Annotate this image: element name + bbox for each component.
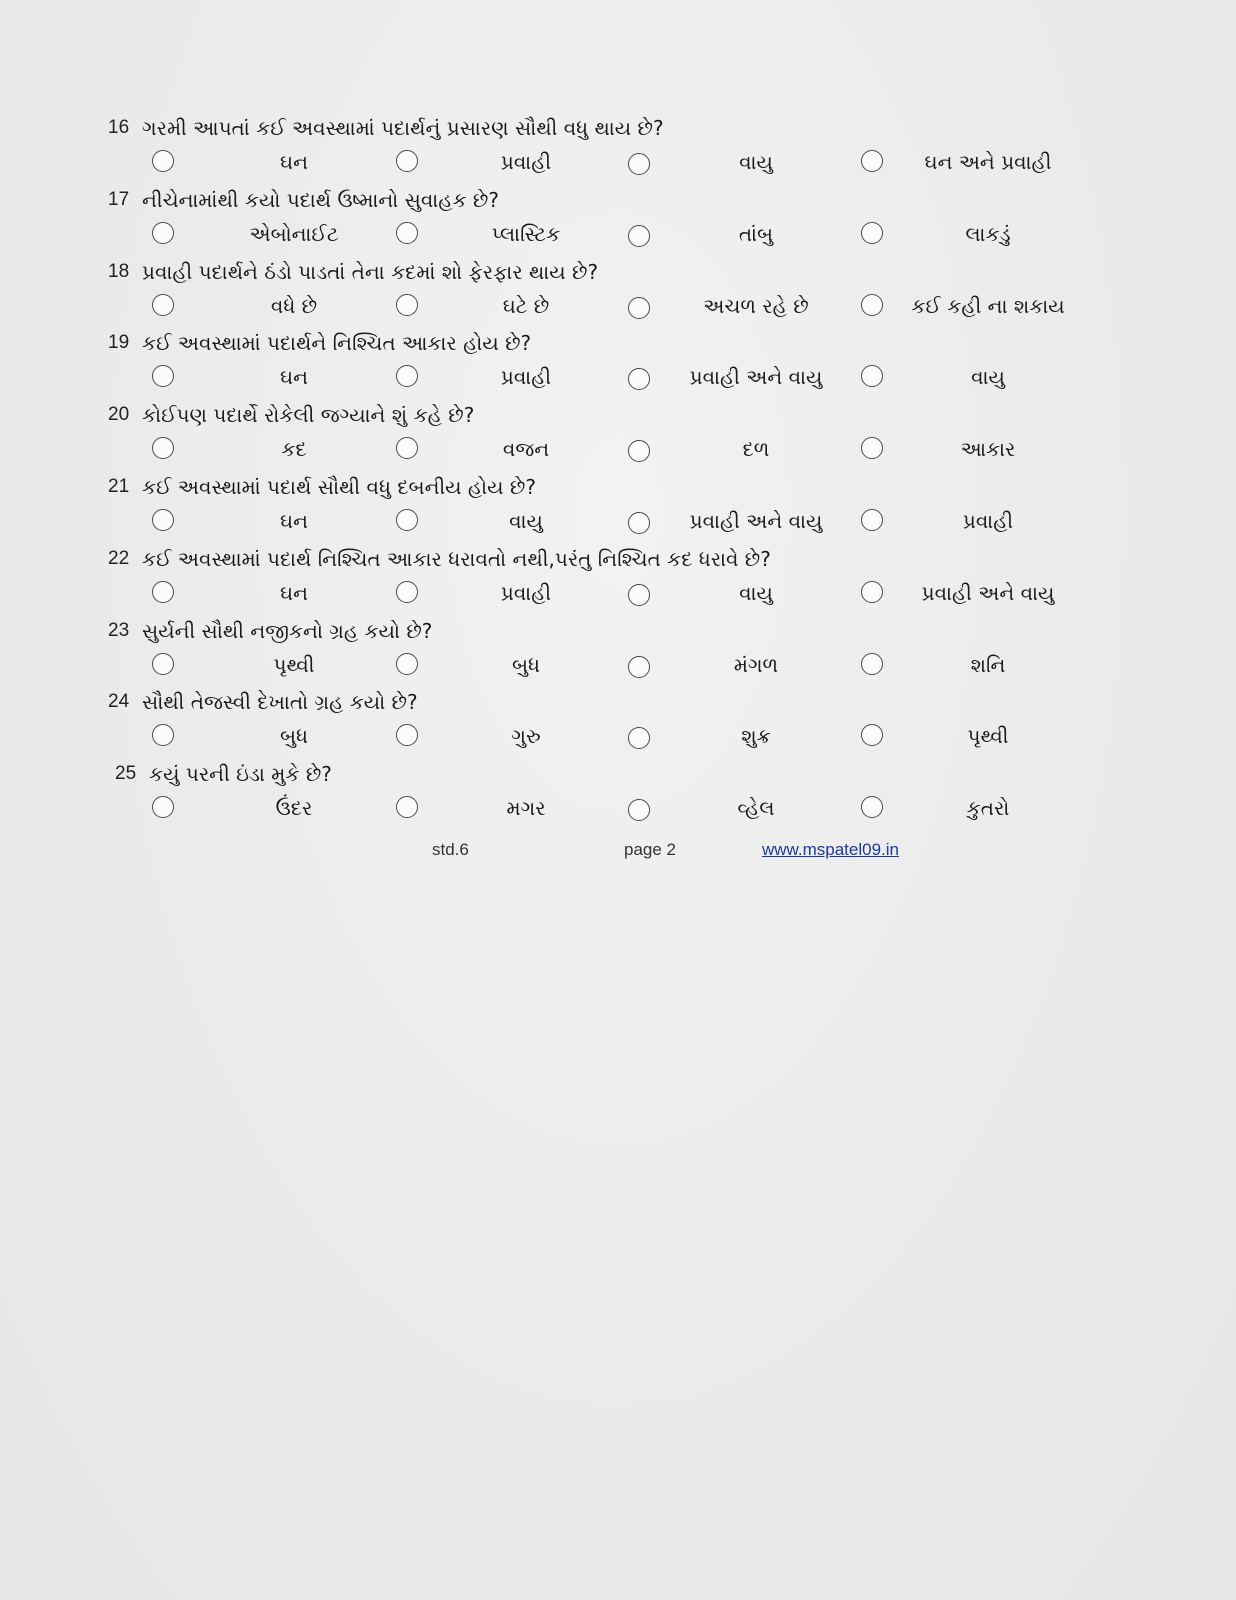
option-label: આકાર <box>960 437 1016 461</box>
question-number: 17 <box>108 189 130 210</box>
question-line <box>108 473 536 501</box>
option-label: વજન <box>502 437 550 461</box>
option-radio-button[interactable] <box>861 294 883 316</box>
option-label: વાયુ <box>509 509 543 533</box>
options-row <box>108 794 1208 824</box>
option-radio-button[interactable] <box>861 653 883 675</box>
option-radio-button[interactable] <box>152 509 174 531</box>
option-radio-button[interactable] <box>628 297 650 319</box>
option-label: પૃથ્વી <box>967 724 1009 748</box>
question-text: પ્રવાહી પદાર્થને ઠંડો પાડતાં તેના કદમાં શો ફેરફાર થાય છે? <box>142 260 599 284</box>
question-block <box>108 760 1208 832</box>
option-label: પ્લાસ્ટિક <box>491 222 561 246</box>
options-row <box>108 651 1208 681</box>
question-number: 25 <box>115 763 137 784</box>
option-radio-button[interactable] <box>152 796 174 818</box>
option-label: લાકડું <box>965 222 1011 246</box>
footer-page-number: page 2 <box>624 840 676 859</box>
question-text: નીચેનામાંથી કયો પદાર્થ ઉષ્માનો સુવાહક છે? <box>142 188 500 212</box>
option-radio-button[interactable] <box>396 724 418 746</box>
option-label: વધે છે <box>270 294 318 318</box>
question-text: ગરમી આપતાં કઈ અવસ્થામાં પદાર્થનું પ્રસારણ સૌથી વધુ થાય છે? <box>142 116 664 140</box>
question-number: 16 <box>108 117 130 138</box>
option-label: પ્રવાહી <box>962 509 1014 533</box>
question-line <box>108 617 432 645</box>
option-label: પ્રવાહી <box>500 581 552 605</box>
question-line <box>108 688 418 716</box>
option-radio-button[interactable] <box>861 509 883 531</box>
option-radio-button[interactable] <box>396 796 418 818</box>
options-row <box>108 507 1208 537</box>
question-text: કઈ અવસ્થામાં પદાર્થ સૌથી વધુ દબનીય હોય છે? <box>142 475 536 499</box>
option-radio-button[interactable] <box>861 150 883 172</box>
option-label: ઉંદર <box>275 796 313 820</box>
option-label: વાયુ <box>739 581 773 605</box>
question-number: 22 <box>108 548 130 569</box>
question-block <box>108 114 1208 186</box>
option-radio-button[interactable] <box>628 584 650 606</box>
question-line <box>108 329 531 357</box>
question-block <box>108 186 1208 258</box>
option-radio-button[interactable] <box>861 365 883 387</box>
options-row <box>108 579 1208 609</box>
option-radio-button[interactable] <box>396 294 418 316</box>
footer-standard: std.6 <box>432 840 469 859</box>
option-radio-button[interactable] <box>152 365 174 387</box>
option-label: ઘન <box>280 150 308 174</box>
question-line <box>108 401 474 429</box>
question-block <box>108 545 1208 617</box>
options-row <box>108 148 1208 178</box>
option-radio-button[interactable] <box>152 581 174 603</box>
option-label: પ્રવાહી અને વાયુ <box>689 509 823 533</box>
option-radio-button[interactable] <box>861 437 883 459</box>
option-label: એબોનાઈટ <box>249 222 339 246</box>
option-label: અચળ રહે છે <box>703 294 809 318</box>
question-line <box>108 760 332 788</box>
option-radio-button[interactable] <box>152 724 174 746</box>
option-label: પ્રવાહી <box>500 150 552 174</box>
option-radio-button[interactable] <box>861 796 883 818</box>
option-label: ઘન અને પ્રવાહી <box>924 150 1052 174</box>
options-row <box>108 292 1208 322</box>
option-label: પ્રવાહી અને વાયુ <box>921 581 1055 605</box>
question-block <box>108 617 1208 689</box>
option-label: વાયુ <box>739 150 773 174</box>
option-label: તાંબુ <box>738 222 774 246</box>
option-radio-button[interactable] <box>861 581 883 603</box>
option-label: દળ <box>742 437 770 461</box>
question-text: સૌથી તેજસ્વી દેખાતો ગ્રહ કયો છે? <box>142 690 418 714</box>
option-label: વ્હેલ <box>737 796 775 820</box>
option-radio-button[interactable] <box>396 150 418 172</box>
question-number: 20 <box>108 404 130 425</box>
option-label: શનિ <box>970 653 1006 677</box>
option-label: ઘન <box>280 581 308 605</box>
question-block <box>108 401 1208 473</box>
option-label: ઘટે છે <box>502 294 550 318</box>
option-radio-button[interactable] <box>861 724 883 746</box>
question-block <box>108 688 1208 760</box>
option-radio-button[interactable] <box>628 512 650 534</box>
question-text: કયું પરની ઇંડા મુકે છે? <box>149 762 332 786</box>
question-number: 23 <box>108 620 130 641</box>
options-row <box>108 363 1208 393</box>
question-number: 24 <box>108 691 130 712</box>
option-radio-button[interactable] <box>152 294 174 316</box>
options-row <box>108 220 1208 250</box>
question-block <box>108 329 1208 401</box>
option-label: ઘન <box>280 509 308 533</box>
option-radio-button[interactable] <box>628 440 650 462</box>
option-radio-button[interactable] <box>628 656 650 678</box>
option-radio-button[interactable] <box>396 365 418 387</box>
option-radio-button[interactable] <box>396 437 418 459</box>
option-radio-button[interactable] <box>152 653 174 675</box>
option-label: ગુરુ <box>511 724 541 748</box>
page-footer <box>0 840 1236 864</box>
option-label: વાયુ <box>971 365 1005 389</box>
option-radio-button[interactable] <box>152 437 174 459</box>
option-label: પ્રવાહી <box>500 365 552 389</box>
question-block <box>108 258 1208 330</box>
option-label: કુતરો <box>966 796 1010 820</box>
option-label: મગર <box>506 796 546 820</box>
question-line <box>108 186 499 214</box>
option-radio-button[interactable] <box>396 509 418 531</box>
question-line <box>108 258 598 286</box>
option-radio-button[interactable] <box>628 225 650 247</box>
option-label: બુધ <box>279 724 309 748</box>
option-label: કઈ કહી ના શકાય <box>911 294 1065 318</box>
question-number: 21 <box>108 476 130 497</box>
question-text: કોઈપણ પદાર્થે રોકેલી જગ્યાને શું કહે છે? <box>142 403 475 427</box>
option-label: કદ <box>281 437 307 461</box>
options-row <box>108 722 1208 752</box>
option-label: મંગળ <box>733 653 779 677</box>
option-radio-button[interactable] <box>628 799 650 821</box>
question-block <box>108 473 1208 545</box>
option-radio-button[interactable] <box>396 653 418 675</box>
option-label: શુક્ર <box>741 724 771 748</box>
question-line <box>108 545 771 573</box>
footer-website-link[interactable]: www.mspatel09.in <box>762 840 900 859</box>
option-radio-button[interactable] <box>628 153 650 175</box>
question-number: 18 <box>108 261 130 282</box>
question-line <box>108 114 664 142</box>
option-radio-button[interactable] <box>396 581 418 603</box>
option-radio-button[interactable] <box>861 222 883 244</box>
option-label: બુધ <box>511 653 541 677</box>
options-row <box>108 435 1208 465</box>
option-label: પ્રવાહી અને વાયુ <box>689 365 823 389</box>
option-radio-button[interactable] <box>152 222 174 244</box>
option-radio-button[interactable] <box>396 222 418 244</box>
option-label: પૃથ્વી <box>273 653 315 677</box>
option-radio-button[interactable] <box>628 368 650 390</box>
question-text: સુર્યની સૌથી નજીકનો ગ્રહ કયો છે? <box>142 619 433 643</box>
option-radio-button[interactable] <box>628 727 650 749</box>
question-text: કઈ અવસ્થામાં પદાર્થને નિશ્ચિત આકાર હોય છે? <box>142 331 532 355</box>
option-label: ઘન <box>280 365 308 389</box>
question-number: 19 <box>108 332 130 353</box>
question-text: કઈ અવસ્થામાં પદાર્થ નિશ્ચિત આકાર ધરાવતો નથી,પરંતુ નિશ્ચિત કદ ધરાવે છે? <box>142 547 771 571</box>
option-radio-button[interactable] <box>152 150 174 172</box>
